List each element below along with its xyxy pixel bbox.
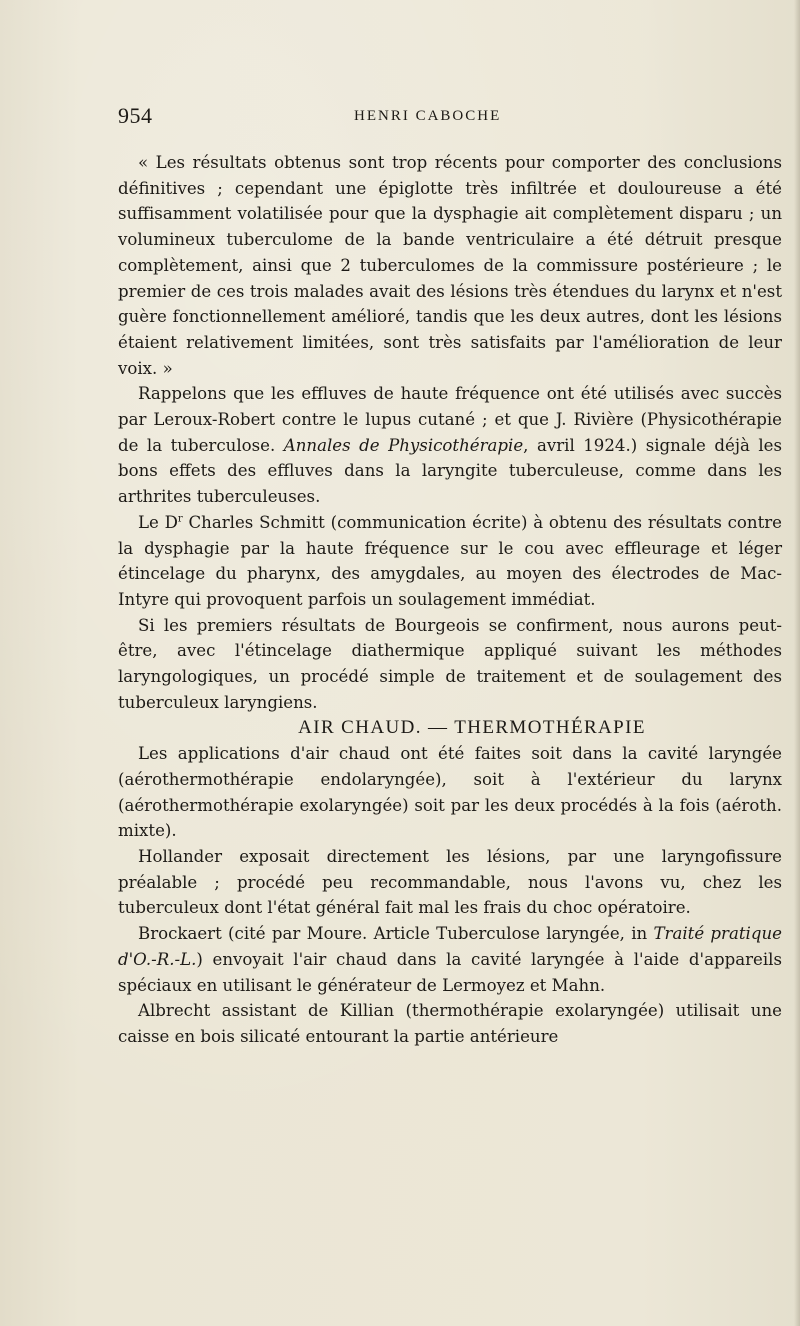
paragraph-effluves-text-c: , avril 1924.) signale déjà les bons effets des effluves dans la laryngite tuberculeuse, comme dans les arthrites tuberculeuses. xyxy=(118,435,782,507)
paragraph-brockaert xyxy=(118,921,782,998)
paragraph-schmitt xyxy=(118,510,782,613)
page-header xyxy=(118,103,782,133)
paragraph-quote-results: « Les résultats obtenus sont trop récents pour comporter des conclusions définitives ; cependant une épiglotte très infiltrée et douloureuse a été suffisamment volatilisée pour que la dysphagie ait complètement disparu ; un volumineux tuberculome de la bande ventriculaire a été détruit presque complètement, ainsi que 2 tuberculomes de la commissure postérieure ; le premier de ces trois malades avait des lésions très étendues du larynx et n'est guère fonctionnellement amélioré, tandis que les deux autres, dont les lésions étaient relativement limitées, sont très satisfaits par l'amélioration de leur voix. » xyxy=(118,153,782,378)
paragraph-bourgeois: Si les premiers résultats de Bourgeois se confirment, nous aurons peut-être, avec l'étincelage diathermique appliqué suivant les méthodes laryngologiques, un procédé simple de traitement et de soulagement des tuberculeux laryngiens. xyxy=(118,615,782,712)
book-title-traite: Traité pratique d'O.-R.-L. xyxy=(118,924,782,969)
section-title: AIR CHAUD. — THERMOTHÉRAPIE xyxy=(298,717,646,739)
paragraph-albrecht: Albrecht assistant de Killian (thermothérapie exolaryngée) utilisait une caisse en bois silicaté entourant la partie antérieure xyxy=(118,1001,782,1046)
paragraph-brockaert-text-a: Brockaert (cité par Moure. Article Tuberculose laryngée, in xyxy=(138,924,654,944)
paragraph-schmitt-text-a: Le D xyxy=(138,512,178,532)
doctor-abbrev-sup: r xyxy=(177,513,183,525)
page-number: 954 xyxy=(118,103,153,128)
page-edge-shadow xyxy=(794,0,800,1326)
paragraph-air-chaud: Les applications d'air chaud ont été faites soit dans la cavité laryngée (aérothermothérapie endolaryngée), soit à l'extérieur du larynx (aérothermothérapie exolaryngée) soit par les deux procédés à la fois (aéroth. mixte). xyxy=(118,744,782,841)
paragraph-brockaert-text-c: ) envoyait l'air chaud dans la cavité laryngée à l'aide d'appareils spéciaux en utilisant le générateur de Lermoyez et Mahn. xyxy=(118,949,782,995)
running-head: HENRI CABOCHE xyxy=(354,108,502,124)
journal-title-annales: Annales de Physicothérapie xyxy=(283,435,524,455)
paragraph-schmitt-text-b: Charles Schmitt (communication écrite) à obtenu des résultats contre la dysphagie par la haute fréquence sur le cou avec effleurage et léger étincelage du pharynx, des amygdales, au moyen des électrodes de Mac-Intyre qui provoquent parfois un soulagement immédiat. xyxy=(118,512,782,609)
paragraph-hollander: Hollander exposait directement les lésions, par une laryngofissure préalable ; procédé peu recommandable, nous l'avons vu, chez les tuberculeux dont l'état général fait mal les frais du choc opératoire. xyxy=(118,846,782,918)
paragraph-effluves xyxy=(118,381,782,510)
paragraph-effluves-text-a: Rappelons que les effluves de haute fréquence ont été utilisés avec succès par Leroux-Robert contre le lupus cutané ; et que J. Rivière (Physicothérapie de la tuberculose. xyxy=(118,384,782,455)
page-body xyxy=(118,150,782,1050)
